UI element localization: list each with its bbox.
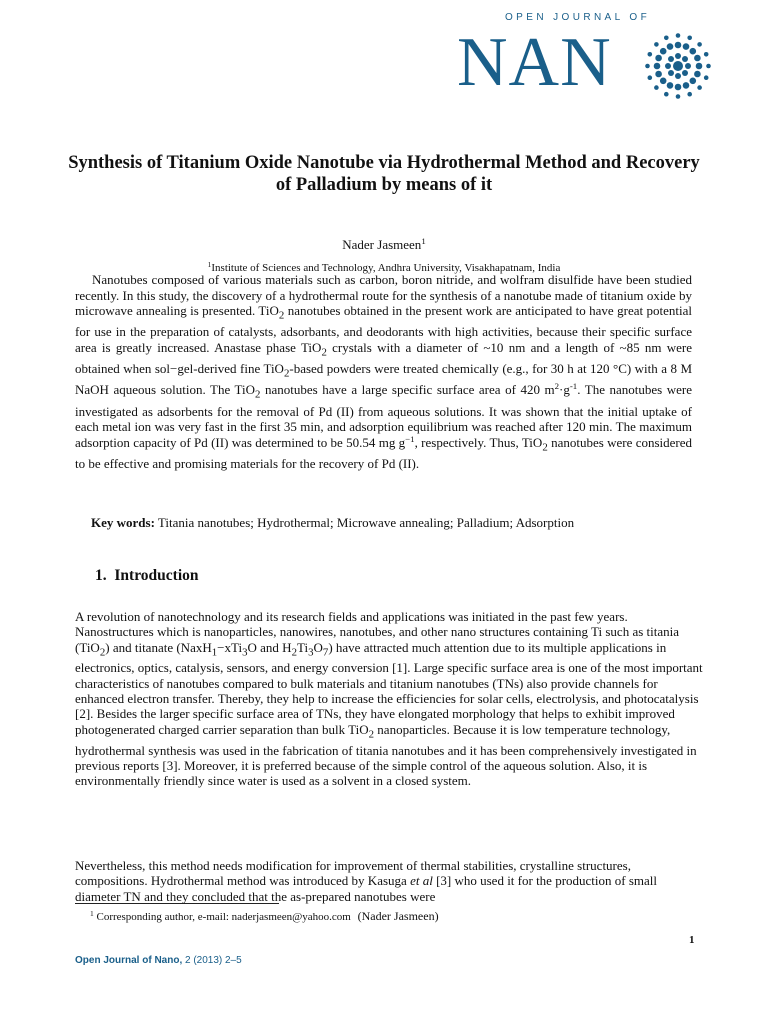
page-number: 1 [689, 934, 695, 946]
journal-footer [75, 955, 242, 966]
footnote-author: (Nader Jasmeen) [357, 909, 439, 923]
author-line [0, 237, 768, 253]
logo-wordmark: NAN [457, 24, 612, 101]
section-heading-introduction [95, 567, 199, 585]
journal-logo [455, 12, 745, 100]
footnote-sup: 1 [90, 908, 94, 918]
keywords-label: Key words: [91, 515, 155, 530]
journal-footer-name: Open Journal of Nano, [75, 955, 183, 966]
logo-top-text: OPEN JOURNAL OF [505, 12, 651, 23]
journal-footer-ref: 2 (2013) 2–5 [182, 955, 242, 966]
keywords-text: Titania nanotubes; Hydrothermal; Microwave annealing; Palladium; Adsorption [154, 515, 575, 530]
footnote-divider [75, 903, 279, 904]
intro-paragraph-2: Nevertheless, this method needs modification for improvement of thermal stabilities, crystalline structures, compositions. Hydrothermal method was introduced by Kasuga et al [3] who used it for the production of small diameter TN and they concluded that the as-prepared nanotubes were [75, 858, 658, 904]
author-sup: 1 [421, 236, 426, 247]
section-number: 1. [95, 567, 107, 584]
footnote [90, 909, 439, 924]
keywords-line [91, 515, 574, 531]
affiliation-text: Institute of Sciences and Technology, Andhra University, Visakhapatnam, India [211, 262, 561, 274]
affiliation-sup: 1 [207, 259, 212, 269]
abstract-paragraph: Nanotubes composed of various materials such as carbon, boron nitride, and wolfram disulfide have been studied recently. In this study, the discovery of a hydrothermal route for the synthesis of a nanotube made of titanium oxide by microwave annealing is presented. TiO$_2$ nanotubes obtained in the present work are anticipated to have great potential for use in the preparation of catalysts, adsorbants, and deodorants with high activities, because their specific surface area is greatly increased. Anastase phase TiO$_2$ crystals with a diameter of ~10 nm and a length of ~85 nm were obtained when sol−gel-derived fine TiO$_2$-based powders were treated chemically (e.g., for 30 h at 120 °C) with a 8 M NaOH aqueous solution. The TiO$_2$ nanotubes have a large specific surface area of 420 $m^2\cdot g^{-1}$. The nanotubes were investigated as adsorbents for the removal of Pd (II) from aqueous solutions. It was shown that the initial uptake of each metal ion was very fast in the first 35 min, and adsorption equilibrium was reached after 120 min. The maximum adsorption capacity of Pd (II) was determined to be 50.54 mg $g^{-1}$, respectively. Thus, TiO$_2$ nanotubes were considered to be effective and promising materials for the recovery of Pd (II). [75, 272, 693, 471]
intro-paragraph-1: A revolution of nanotechnology and its research fields and applications was initiated in the past few years. Nanostructures which is nanoparticles, nanowires, nanotubes, and other nano structures containing Ti such as titania (TiO$_2$) and titanate (NaxH$_1$−xTi$_3$O and $H_2Ti_3O_7$) have attracted much attention due to its multiple applications in electronics, optics, catalysis, sensors, and energy conversion [1]. Large specific surface area is one of the most important characteristics of nanotubes compared to bulk materials and titanium nanotubes (TNs) also provide channels for enhanced electron transfer. Thereby, they help to increase the efficiencies for solar cells, electrolysis, and photocatalysis [2]. Besides the larger specific surface area of TNs, they have elongated morphology that helps to exhibit improved photogenerated charged carrier separation than bulk TiO$_2$ nanoparticles. Because it is low temperature technology, hydrothermal synthesis was used in the fabrication of titania nanotubes and it has been comprehensively investigated in previous reports [3]. Moreover, it is preferred because of the simple control of the aqueous solution. Also, it is environmentally friendly since water is used as a solvent in a closed system. [75, 609, 703, 789]
paper-title: Synthesis of Titanium Oxide Nanotube via Hydrothermal Method and Recovery of Palladium by means of it [68, 153, 700, 195]
footnote-text: Corresponding author, e-mail: naderjasmeen@yahoo.com [93, 911, 354, 923]
section-title: Introduction [114, 567, 199, 584]
nano-dotted-circle-icon [645, 33, 711, 99]
author-name: Nader Jasmeen [342, 237, 422, 252]
